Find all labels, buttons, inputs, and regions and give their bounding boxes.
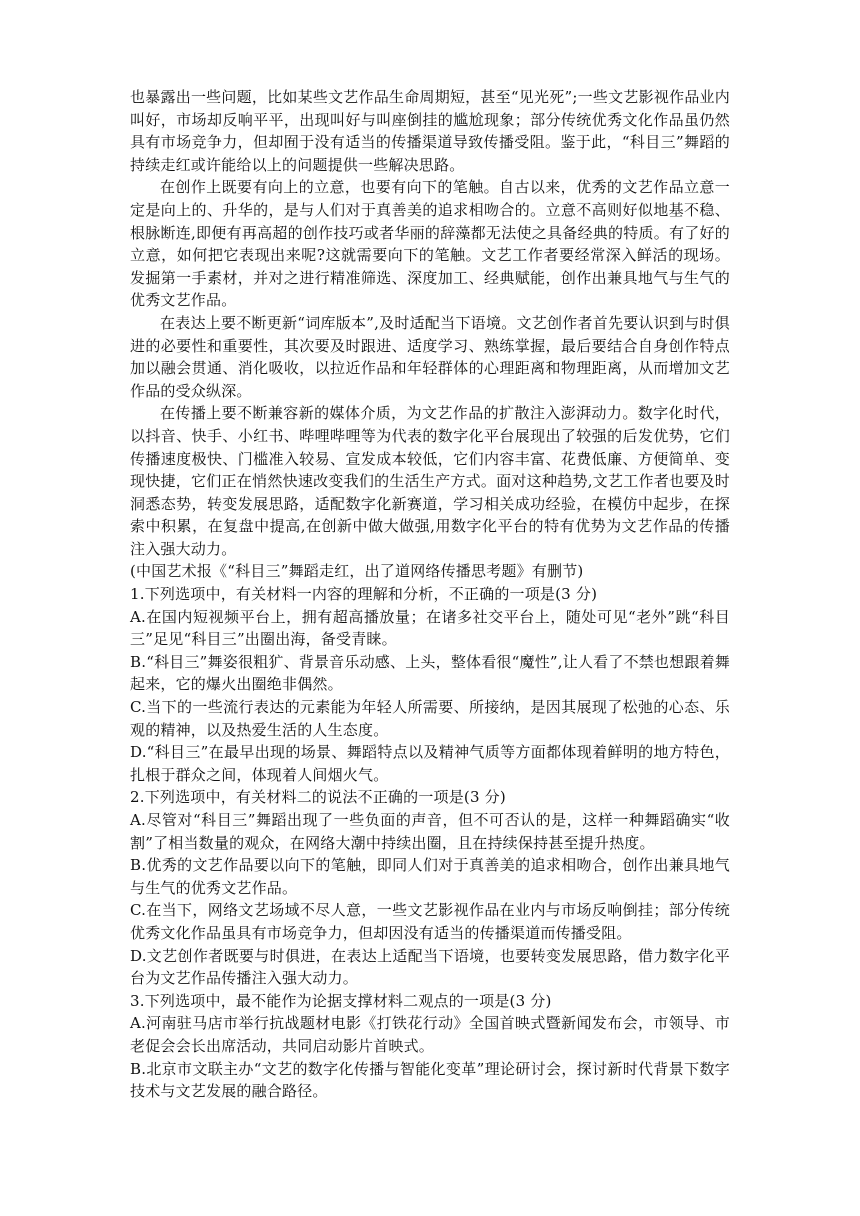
question-3-option-b: B.北京市文联主办“文艺的数字化传播与智能化变革”理论研讨会，探讨新时代背景下数字技术与文艺发展的融合路径。 bbox=[130, 1059, 730, 1101]
question-1-option-a: A.在国内短视频平台上，拥有超高播放量；在诸多社交平台上，随处可见“老外”跳“科目三”足见“科目三”出圈出海，备受青睐。 bbox=[130, 607, 730, 649]
paragraph-3: 在表达上要不断更新“词库版本”,及时适配当下语境。文艺创作者首先要认识到与时俱进的必要性和重要性，其次要及时跟进、适度学习、熟练掌握，最后要结合自身创作特点加以融会贯通、消化吸收，以拉近作品和年轻群体的心理距离和物理距离，从而增加文艺作品的受众纵深。 bbox=[130, 313, 730, 400]
question-stem: 1.下列选项中，有关材料一内容的理解和分析，不正确的一项是(3 分) bbox=[130, 585, 598, 604]
question-2-option-b: B.优秀的文艺作品要以向下的笔触，即同人们对于真善美的追求相吻合，创作出兼具地气与生气的优秀文艺作品。 bbox=[130, 856, 730, 897]
source-citation: (中国艺术报《“科目三”舞蹈走红，出了道网络传播思考题》有删节) bbox=[130, 562, 584, 581]
question-2-option-d: D.文艺创作者既要与时俱进，在表达上适配当下语境，也要转变发展思路，借力数字化平台为文艺作品传播注入强大动力。 bbox=[130, 946, 730, 988]
question-1-option-b: B.“科目三”舞姿很粗犷、背景音乐动感、上头，整体看很“魔性”,让人看了不禁也想跟着舞起来，它的爆火出圈绝非偶然。 bbox=[130, 652, 730, 694]
question-3-option-a: A.河南驻马店市举行抗战题材电影《打铁花行动》全国首映式暨新闻发布会，市领导、市老促会会长出席活动，共同启动影片首映式。 bbox=[130, 1014, 730, 1055]
question-3 bbox=[130, 990, 730, 1103]
paragraph-2: 在创作上既要有向上的立意，也要有向下的笔触。自古以来，优秀的文艺作品立意一定是向上的、升华的，是与人们对于真善美的追求相吻合的。立意不高则好似地基不稳、根脉断连,即便有再高超的创作技巧或者华丽的辞藻都无法使之具备经典的特质。有了好的立意，如何把它表现出来呢?这就需要向下的笔触。文艺工作者要经常深入鲜活的现场。发掘第一手素材，并对之进行精准筛选、深度加工、经典赋能，创作出兼具地气与生气的优秀文艺作品。 bbox=[130, 178, 730, 310]
question-list bbox=[130, 583, 730, 1103]
article-body bbox=[130, 86, 730, 583]
question-stem: 2.下列选项中，有关材料二的说法不正确的一项是(3 分) bbox=[130, 788, 506, 807]
question-1-option-d: D.“科目三”在最早出现的场景、舞蹈特点以及精神气质等方面都体现着鲜明的地方特色，扎根于群众之间，体现着人间烟火气。 bbox=[130, 743, 730, 784]
question-2-option-c: C.在当下，网络文艺场域不尽人意，一些文艺影视作品在业内与市场反响倒挂；部分传统优秀文化作品虽具有市场竞争力，但却因没有适当的传播渠道而传播受阻。 bbox=[130, 901, 730, 942]
paragraph-4: 在传播上要不断兼容新的媒体介质，为文艺作品的扩散注入澎湃动力。数字化时代，以抖音、快手、小红书、哔哩哔哩等为代表的数字化平台展现出了较强的后发优势，它们传播速度极快、门槛准入较易、宣发成本较低，它们内容丰富、花费低廉、方便简单、变现快捷，它们正在悄然快速改变我们的生活生产方式。面对这种趋势,文艺工作者也要及时洞悉态势，转变发展思路，适配数字化新赛道，学习相关成功经验，在模仿中起步，在探索中积累，在复盘中提高,在创新中做大做强,用数字化平台的特有优势为文艺作品的传播注入强大动力。 bbox=[130, 404, 730, 558]
question-stem: 3.下列选项中，最不能作为论据支撑材料二观点的一项是(3 分) bbox=[130, 991, 552, 1010]
question-2 bbox=[130, 786, 730, 989]
paragraph-1: 也暴露出一些问题，比如某些文艺作品生命周期短，甚至“见光死”;一些文艺影视作品业内叫好，市场却反响平平，出现叫好与叫座倒挂的尴尬现象；部分传统优秀文化作品虽仍然具有市场竞争力，但却囿于没有适当的传播渠道导致传播受阻。鉴于此，“科目三”舞蹈的持续走红或许能给以上的问题提供一些解决思路。 bbox=[130, 88, 730, 174]
document-page bbox=[130, 86, 730, 1103]
question-1 bbox=[130, 583, 730, 786]
question-1-option-c: C.当下的一些流行表达的元素能为年轻人所需要、所接纳，是因其展现了松弛的心态、乐观的精神，以及热爱生活的人生态度。 bbox=[130, 698, 730, 739]
question-2-option-a: A.尽管对“科目三”舞蹈出现了一些负面的声音，但不可否认的是，这样一种舞蹈确实“收割”了相当数量的观众，在网络大潮中持续出圈，且在持续保持甚至提升热度。 bbox=[130, 811, 730, 852]
